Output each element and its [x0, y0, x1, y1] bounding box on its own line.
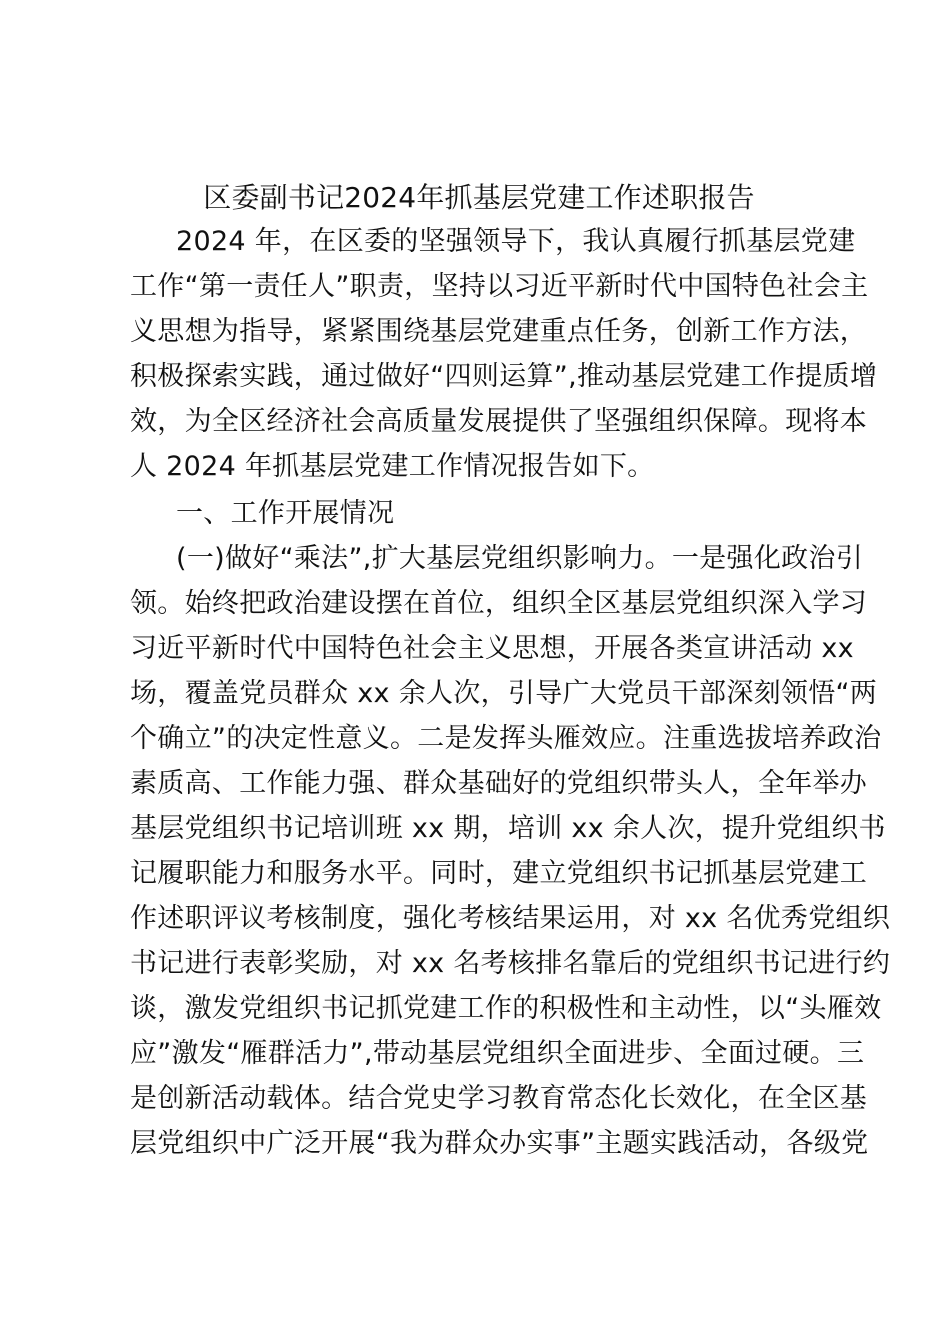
body-line-7: 基层党组织书记培训班 xx 期，培训 xx 余人次，提升党组织书: [130, 813, 886, 844]
intro-line-1: 2024 年，在区委的坚强领导下，我认真履行抓基层党建: [176, 226, 856, 257]
intro-line-5: 效，为全区经济社会高质量发展提供了坚强组织保障。现将本: [130, 406, 868, 437]
body-line-3: 习近平新时代中国特色社会主义思想，开展各类宣讲活动 xx: [130, 633, 854, 664]
intro-line-4: 积极探索实践，通过做好“四则运算”,推动基层党建工作提质增: [130, 361, 878, 392]
body-line-6: 素质高、工作能力强、群众基础好的党组织带头人，全年举办: [130, 768, 868, 799]
body-line-8: 记履职能力和服务水平。同时，建立党组织书记抓基层党建工: [130, 858, 868, 889]
body-line-10: 书记进行表彰奖励，对 xx 名考核排名靠后的党组织书记进行约: [130, 948, 891, 979]
intro-line-3: 义思想为指导，紧紧围绕基层党建重点任务，创新工作方法，: [130, 316, 868, 347]
intro-line-6: 人 2024 年抓基层党建工作情况报告如下。: [130, 451, 655, 482]
body-line-5: 个确立”的决定性意义。二是发挥头雁效应。注重选拔培养政治: [130, 723, 882, 754]
section-heading: 一、工作开展情况: [176, 498, 395, 529]
body-line-13: 是创新活动载体。结合党史学习教育常态化长效化，在全区基: [130, 1083, 868, 1114]
body-line-12: 应”激发“雁群活力”,带动基层党组织全面进步、全面过硬。三: [130, 1038, 865, 1069]
body-line-9: 作述职评议考核制度，强化考核结果运用，对 xx 名优秀党组织: [130, 903, 891, 934]
body-line-2: 领。始终把政治建设摆在首位，组织全区基层党组织深入学习: [130, 588, 868, 619]
body-line-4: 场，覆盖党员群众 xx 余人次，引导广大党员干部深刻领悟“两: [130, 678, 878, 709]
body-line-11: 谈，激发党组织书记抓党建工作的积极性和主动性，以“头雁效: [130, 993, 882, 1024]
body-line-1: (一)做好“乘法”,扩大基层党组织影响力。一是强化政治引: [176, 543, 864, 574]
body-line-14: 层党组织中广泛开展“我为群众办实事”主题实践活动，各级党: [130, 1128, 869, 1159]
intro-line-2: 工作“第一责任人”职责，坚持以习近平新时代中国特色社会主: [130, 271, 869, 302]
document-title: 区委副书记2024年抓基层党建工作述职报告: [203, 181, 755, 214]
